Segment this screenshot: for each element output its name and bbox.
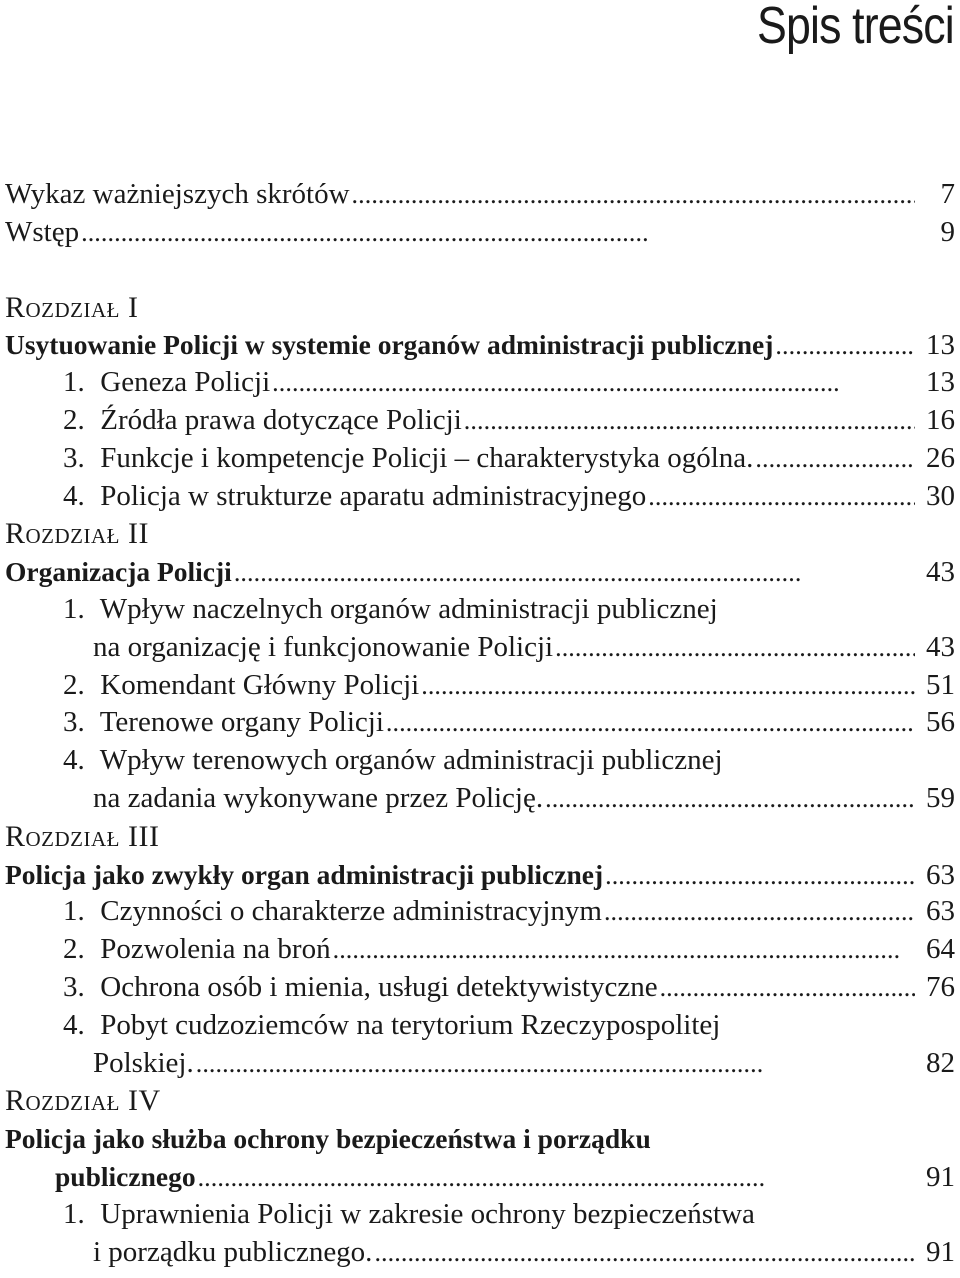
toc-entry[interactable] xyxy=(5,478,955,516)
entry-number: 3. xyxy=(63,441,85,474)
leader-dots xyxy=(272,364,915,402)
toc-entry-line[interactable] xyxy=(5,1196,955,1234)
leader-dots xyxy=(386,704,915,742)
leader-dots xyxy=(545,780,915,818)
chapter-title: Policja jako służba ochrony bezpieczeństwa i porządku xyxy=(5,1123,651,1155)
page-number: 56 xyxy=(926,706,955,739)
toc-entry[interactable] xyxy=(5,402,955,440)
page-number: 64 xyxy=(926,933,955,966)
chapter-label: Rozdział I xyxy=(5,290,139,324)
page-number: 13 xyxy=(926,329,955,362)
page-number: 13 xyxy=(926,366,955,399)
chapter-label: Rozdział IV xyxy=(5,1084,161,1118)
toc-entry-text: Wstęp xyxy=(5,214,81,252)
chapter-title: Organizacja Policji xyxy=(5,553,234,591)
entry-title: Źródła prawa dotyczące Policji xyxy=(100,403,462,436)
entry-number: 4. xyxy=(63,479,85,512)
entry-title: Wpływ naczelnych organów administracji publicznej xyxy=(99,592,718,625)
toc-entry[interactable] xyxy=(5,440,955,478)
entry-title: Pozwolenia na broń xyxy=(100,933,331,966)
leader-dots xyxy=(775,327,915,365)
chapter-title-continued: publicznego xyxy=(55,1158,198,1196)
toc-entry[interactable] xyxy=(5,364,955,402)
page-number: 59 xyxy=(926,781,955,814)
leader-dots xyxy=(333,931,915,969)
page-title: Spis treści xyxy=(757,0,954,55)
chapter-heading[interactable] xyxy=(5,1158,955,1196)
toc-entry[interactable] xyxy=(5,780,955,818)
entry-number: 4. xyxy=(63,1008,85,1041)
leader-dots xyxy=(660,969,915,1007)
entry-title: Geneza Policji xyxy=(100,366,271,399)
toc-entry-line[interactable] xyxy=(5,591,955,629)
chapter-title: Policja jako zwykły organ administracji publicznej xyxy=(5,856,605,894)
page-number: 91 xyxy=(926,1235,955,1268)
entry-number: 1. xyxy=(63,592,85,625)
entry-title: Uprawnienia Policji w zakresie ochrony bezpieczeństwa xyxy=(100,1197,755,1230)
chapter-label: Rozdział III xyxy=(5,819,160,853)
entry-number: 2. xyxy=(63,933,85,966)
entry-number: 1. xyxy=(63,366,85,399)
leader-dots xyxy=(198,1159,915,1197)
page-number: 7 xyxy=(940,178,955,210)
toc-entry[interactable] xyxy=(5,629,955,667)
table-of-contents xyxy=(5,176,955,1271)
toc-entry[interactable] xyxy=(5,704,955,742)
chapter-title: Usytuowanie Policji w systemie organów administracji publicznej xyxy=(5,326,775,364)
toc-entry[interactable] xyxy=(5,893,955,931)
page-number: 82 xyxy=(926,1046,955,1079)
toc-entry-abbreviations[interactable] xyxy=(5,176,955,214)
entry-title-continued: na zadania wykonywane przez Policję. xyxy=(93,780,545,818)
toc-entry[interactable] xyxy=(5,1045,955,1083)
toc-entry-line[interactable] xyxy=(5,742,955,780)
entry-number: 3. xyxy=(63,706,85,739)
page-number: 76 xyxy=(926,970,955,1003)
page-number: 63 xyxy=(926,858,955,891)
leader-dots xyxy=(605,857,915,895)
entry-number: 1. xyxy=(63,895,85,928)
toc-entry[interactable] xyxy=(5,931,955,969)
entry-title: Komendant Główny Policji xyxy=(100,668,420,701)
toc-entry[interactable] xyxy=(5,667,955,705)
entry-number: 2. xyxy=(63,403,85,436)
chapter-heading[interactable] xyxy=(5,553,955,591)
entry-number: 2. xyxy=(63,668,85,701)
page-number: 26 xyxy=(926,441,955,474)
page-number: 16 xyxy=(926,403,955,436)
entry-title: Terenowe organy Policji xyxy=(99,706,384,739)
chapter-heading-line[interactable] xyxy=(5,1120,955,1158)
leader-dots xyxy=(352,176,915,214)
toc-entry-text: Wykaz ważniejszych skrótów xyxy=(5,176,352,214)
chapter-heading[interactable] xyxy=(5,856,955,894)
page-number: 9 xyxy=(940,215,955,248)
toc-entry[interactable] xyxy=(5,969,955,1007)
page-number: 43 xyxy=(926,630,955,663)
entry-number: 3. xyxy=(63,970,85,1003)
page-number: 43 xyxy=(926,556,955,589)
leader-dots xyxy=(604,893,915,931)
entry-title-continued: na organizację i funkcjonowanie Policji xyxy=(93,629,555,667)
leader-dots xyxy=(755,440,915,478)
chapter-label: Rozdział II xyxy=(5,517,149,551)
entry-title: Policja w strukturze aparatu administracyjnego xyxy=(100,479,647,512)
leader-dots xyxy=(648,478,915,516)
entry-title: Wpływ terenowych organów administracji publicznej xyxy=(99,744,723,777)
entry-title: Ochrona osób i mienia, usługi detektywistyczne xyxy=(100,970,658,1003)
leader-dots xyxy=(81,214,915,252)
leader-dots xyxy=(374,1234,915,1272)
page-number: 63 xyxy=(926,895,955,928)
entry-number: 4. xyxy=(63,744,85,777)
page-number: 51 xyxy=(926,668,955,701)
entry-title-continued: i porządku publicznego. xyxy=(93,1234,374,1272)
leader-dots xyxy=(555,629,915,667)
entry-title-continued: Polskiej. xyxy=(93,1045,196,1083)
leader-dots xyxy=(464,402,915,440)
entry-title: Funkcje i kompetencje Policji – charakterystyka ogólna. xyxy=(100,441,754,474)
entry-number: 1. xyxy=(63,1197,85,1230)
chapter-heading[interactable] xyxy=(5,326,955,364)
entry-title: Czynności o charakterze administracyjnym xyxy=(100,895,602,928)
leader-dots xyxy=(421,667,915,705)
toc-entry-line[interactable] xyxy=(5,1007,955,1045)
leader-dots xyxy=(196,1045,915,1083)
toc-entry[interactable] xyxy=(5,1234,955,1272)
page-number: 30 xyxy=(926,479,955,512)
toc-entry-introduction[interactable] xyxy=(5,214,955,252)
page-number: 91 xyxy=(926,1160,955,1193)
leader-dots xyxy=(234,554,915,592)
entry-title: Pobyt cudzoziemców na terytorium Rzeczypospolitej xyxy=(100,1008,721,1041)
